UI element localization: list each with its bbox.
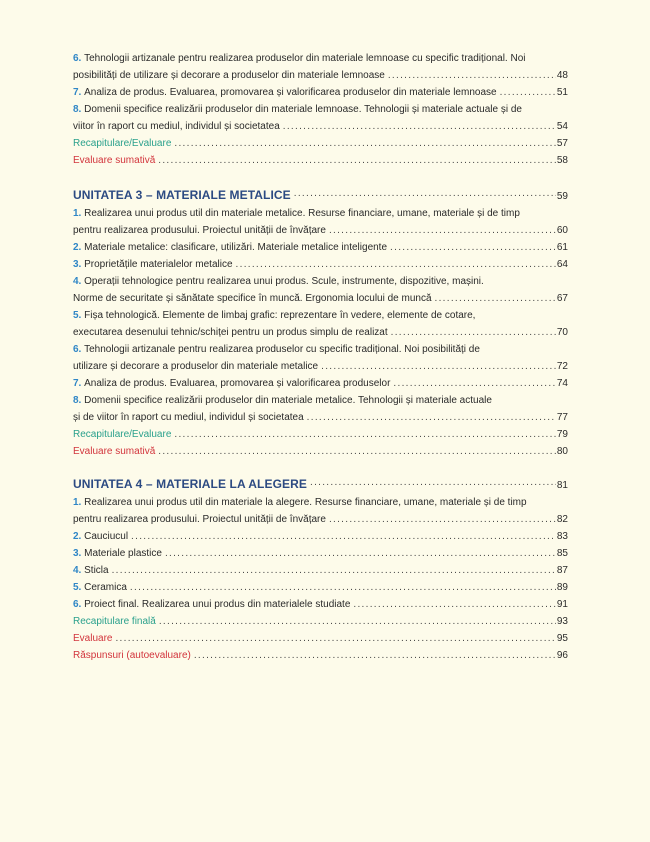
toc-entry-text: posibilități de utilizare și decorare a produselor din materiale lemnoase — [73, 70, 385, 81]
toc-entry-page: 77 — [556, 412, 568, 423]
toc-entry[interactable] — [73, 375, 568, 392]
toc-entry-page: 93 — [556, 616, 568, 627]
toc-line — [73, 443, 568, 460]
leader-dots — [174, 135, 555, 152]
toc-entry-text: Tehnologii artizanale pentru realizarea produselor cu specific tradițional. Noi posibilități de — [84, 344, 480, 355]
toc-entry-label: Recapitulare/Evaluare — [73, 429, 172, 440]
toc-entry[interactable] — [73, 426, 568, 443]
toc-entry-page: 48 — [556, 70, 568, 81]
toc-line — [73, 290, 568, 307]
toc-entry-text: viitor în raport cu mediul, individul și societatea — [73, 121, 280, 132]
toc-entry-text: Realizarea unui produs util din materiale metalice. Resurse financiare, umane, materiale și de timp — [84, 208, 520, 219]
unit3-page: 59 — [556, 191, 568, 202]
toc-entry-number: 4. — [73, 276, 82, 287]
toc-entry[interactable] — [73, 630, 568, 647]
toc-entry-page: 82 — [556, 514, 568, 525]
leader-dots — [115, 630, 555, 647]
toc-entry-text: Proprietățile materialelor metalice — [84, 259, 233, 270]
toc-entry-number: 3. — [73, 548, 82, 559]
toc-entry-page: 95 — [556, 633, 568, 644]
toc-entry-number: 2. — [73, 242, 82, 253]
leader-dots — [158, 152, 556, 169]
toc-line — [73, 118, 568, 135]
toc-entry-text: utilizare și decorare a produselor din materiale metalice — [73, 361, 319, 372]
toc-section-unit4 — [73, 474, 568, 664]
toc-line — [73, 256, 568, 273]
leader-dots — [435, 290, 556, 307]
toc-line — [73, 426, 568, 443]
leader-dots — [353, 596, 555, 613]
toc-line — [73, 324, 568, 341]
toc-entry-text: Proiect final. Realizarea unui produs din materialele studiate — [84, 599, 351, 610]
toc-entry-text: și de viitor în raport cu mediul, individul și societatea — [73, 412, 304, 423]
toc-entry[interactable] — [73, 579, 568, 596]
toc-entry-page: 89 — [556, 582, 568, 593]
toc-entry[interactable] — [73, 101, 568, 135]
toc-entry-page: 60 — [556, 225, 568, 236]
toc-entry[interactable] — [73, 307, 568, 341]
toc-entry-text: Realizarea unui produs util din materiale la alegere. Resurse financiare, umane, materiale și de timp — [84, 497, 527, 508]
toc-entry-page: 83 — [556, 531, 568, 542]
leader-dots — [294, 185, 556, 202]
toc-entry-text: executarea desenului tehnic/schiței pentru un produs simplu de realizat — [73, 327, 388, 338]
toc-entry-number: 1. — [73, 208, 82, 219]
unit3-heading[interactable] — [73, 185, 568, 202]
leader-dots — [329, 511, 556, 528]
toc-line — [73, 562, 568, 579]
unit4-title: UNITATEA 4 – MATERIALE LA ALEGERE — [73, 477, 307, 491]
toc-entry[interactable] — [73, 256, 568, 273]
leader-dots — [391, 324, 556, 341]
toc-entry[interactable] — [73, 152, 568, 169]
toc-line — [73, 222, 568, 239]
leader-dots — [500, 84, 556, 101]
leader-dots — [393, 375, 555, 392]
toc-entry-page: 91 — [556, 599, 568, 610]
toc-entry-text: Analiza de produs. Evaluarea, promovarea și valorificarea produselor din materiale lemnoase — [84, 87, 497, 98]
unit3-title: UNITATEA 3 – MATERIALE METALICE — [73, 188, 291, 202]
toc-line — [73, 135, 568, 152]
toc-entry[interactable] — [73, 562, 568, 579]
toc-entry[interactable] — [73, 596, 568, 613]
toc-entry-text: Sticla — [84, 565, 109, 576]
toc-entry-page: 72 — [556, 361, 568, 372]
toc-entry[interactable] — [73, 647, 568, 664]
toc-entry[interactable] — [73, 239, 568, 256]
leader-dots — [321, 358, 556, 375]
toc-entry-number: 8. — [73, 395, 82, 406]
leader-dots — [131, 528, 556, 545]
toc-entry[interactable] — [73, 341, 568, 375]
leader-dots — [307, 409, 556, 426]
toc-entry-page: 85 — [556, 548, 568, 559]
toc-entry-label: Recapitulare/Evaluare — [73, 138, 172, 149]
toc-entry-number: 6. — [73, 344, 82, 355]
toc-line — [73, 545, 568, 562]
toc-entry-number: 1. — [73, 497, 82, 508]
toc-entry-page: 61 — [556, 242, 568, 253]
toc-line — [73, 596, 568, 613]
toc-line — [73, 647, 568, 664]
leader-dots — [388, 67, 556, 84]
toc-entry-label: Evaluare — [73, 633, 113, 644]
toc-entry-page: 70 — [556, 327, 568, 338]
toc-line — [73, 358, 568, 375]
toc-line — [73, 375, 568, 392]
toc-entry-number: 5. — [73, 310, 82, 321]
toc-entry[interactable] — [73, 50, 568, 84]
toc-line — [73, 67, 568, 84]
toc-entry-number: 8. — [73, 104, 82, 115]
leader-dots — [165, 545, 556, 562]
toc-line — [73, 273, 568, 290]
toc-entry-text: Tehnologii artizanale pentru realizarea produselor din materiale lemnoase cu specific tradițional. Noi — [84, 53, 526, 64]
leader-dots — [310, 474, 556, 491]
toc-entry-page: 57 — [556, 138, 568, 149]
toc-line — [73, 50, 568, 67]
leader-dots — [283, 118, 556, 135]
toc-entry-text: Materiale plastice — [84, 548, 162, 559]
leader-dots — [236, 256, 556, 273]
toc-entry-text: pentru realizarea produsului. Proiectul unității de învățare — [73, 514, 326, 525]
unit4-page: 81 — [556, 480, 568, 491]
toc-entry-text: pentru realizarea produsului. Proiectul unității de învățare — [73, 225, 326, 236]
toc-section-unit2-end — [73, 50, 568, 169]
toc-entry-page: 64 — [556, 259, 568, 270]
toc-entry-label: Recapitulare finală — [73, 616, 156, 627]
toc-entry-text: Fișa tehnologică. Elemente de limbaj grafic: reprezentare în vedere, elemente de cotare, — [84, 310, 476, 321]
toc-entry-page: 51 — [556, 87, 568, 98]
toc-entry-text: Ceramica — [84, 582, 127, 593]
toc-line — [73, 511, 568, 528]
toc-line — [73, 239, 568, 256]
toc-entry-text: Cauciucul — [84, 531, 129, 542]
toc-entry-page: 79 — [556, 429, 568, 440]
leader-dots — [174, 426, 555, 443]
toc-line — [73, 152, 568, 169]
toc-entry[interactable] — [73, 443, 568, 460]
toc-entry-text: Operații tehnologice pentru realizarea unui produs. Scule, instrumente, dispozitive, mașini. — [84, 276, 484, 287]
toc-entry-page: 54 — [556, 121, 568, 132]
toc-line — [73, 307, 568, 324]
toc-entry[interactable] — [73, 135, 568, 152]
toc-entry-page: 58 — [556, 155, 568, 166]
toc-entry[interactable] — [73, 392, 568, 426]
toc-line — [73, 392, 568, 409]
toc-section-unit3 — [73, 185, 568, 460]
toc-entry-page: 80 — [556, 446, 568, 457]
toc-entry-label: Răspunsuri (autoevaluare) — [73, 650, 191, 661]
toc-entry-label: Evaluare sumativă — [73, 446, 156, 457]
toc-line — [73, 528, 568, 545]
toc-entry-text: Domenii specifice realizării produselor din materiale lemnoase. Tehnologii și materiale actuale și de — [84, 104, 522, 115]
toc-line — [73, 579, 568, 596]
toc-entry-label: Evaluare sumativă — [73, 155, 156, 166]
leader-dots — [390, 239, 556, 256]
toc-entry[interactable] — [73, 205, 568, 239]
toc-entry[interactable] — [73, 494, 568, 528]
toc-entry[interactable] — [73, 273, 568, 307]
toc-entry-number: 7. — [73, 87, 82, 98]
toc-line — [73, 341, 568, 358]
toc-entry-number: 4. — [73, 565, 82, 576]
toc-line — [73, 613, 568, 630]
leader-dots — [130, 579, 556, 596]
toc-entry-number: 6. — [73, 599, 82, 610]
toc-line — [73, 630, 568, 647]
toc-entry-number: 7. — [73, 378, 82, 389]
toc-line — [73, 205, 568, 222]
toc-entry[interactable] — [73, 84, 568, 101]
toc-line — [73, 101, 568, 118]
toc-entry[interactable] — [73, 528, 568, 545]
toc-entry-page: 87 — [556, 565, 568, 576]
toc-entry-text: Materiale metalice: clasificare, utilizări. Materiale metalice inteligente — [84, 242, 388, 253]
toc-entry-page: 67 — [556, 293, 568, 304]
toc-entry-text: Domenii specifice realizării produselor din materiale metalice. Tehnologii și materiale actuale — [84, 395, 492, 406]
toc-entry-number: 3. — [73, 259, 82, 270]
toc-entry[interactable] — [73, 545, 568, 562]
toc-entry[interactable] — [73, 613, 568, 630]
leader-dots — [112, 562, 556, 579]
leader-dots — [158, 443, 556, 460]
leader-dots — [159, 613, 556, 630]
toc-entry-text: Norme de securitate și sănătate specifice în muncă. Ergonomia locului de muncă — [73, 293, 432, 304]
toc-entry-number: 5. — [73, 582, 82, 593]
toc-entry-number: 6. — [73, 53, 82, 64]
toc-line — [73, 84, 568, 101]
toc-line — [73, 409, 568, 426]
leader-dots — [329, 222, 556, 239]
toc-entry-page: 74 — [556, 378, 568, 389]
toc-line — [73, 494, 568, 511]
toc-entry-number: 2. — [73, 531, 82, 542]
toc-entry-text: Analiza de produs. Evaluarea, promovarea și valorificarea produselor — [84, 378, 391, 389]
unit4-heading[interactable] — [73, 474, 568, 491]
leader-dots — [194, 647, 556, 664]
toc-entry-page: 96 — [556, 650, 568, 661]
